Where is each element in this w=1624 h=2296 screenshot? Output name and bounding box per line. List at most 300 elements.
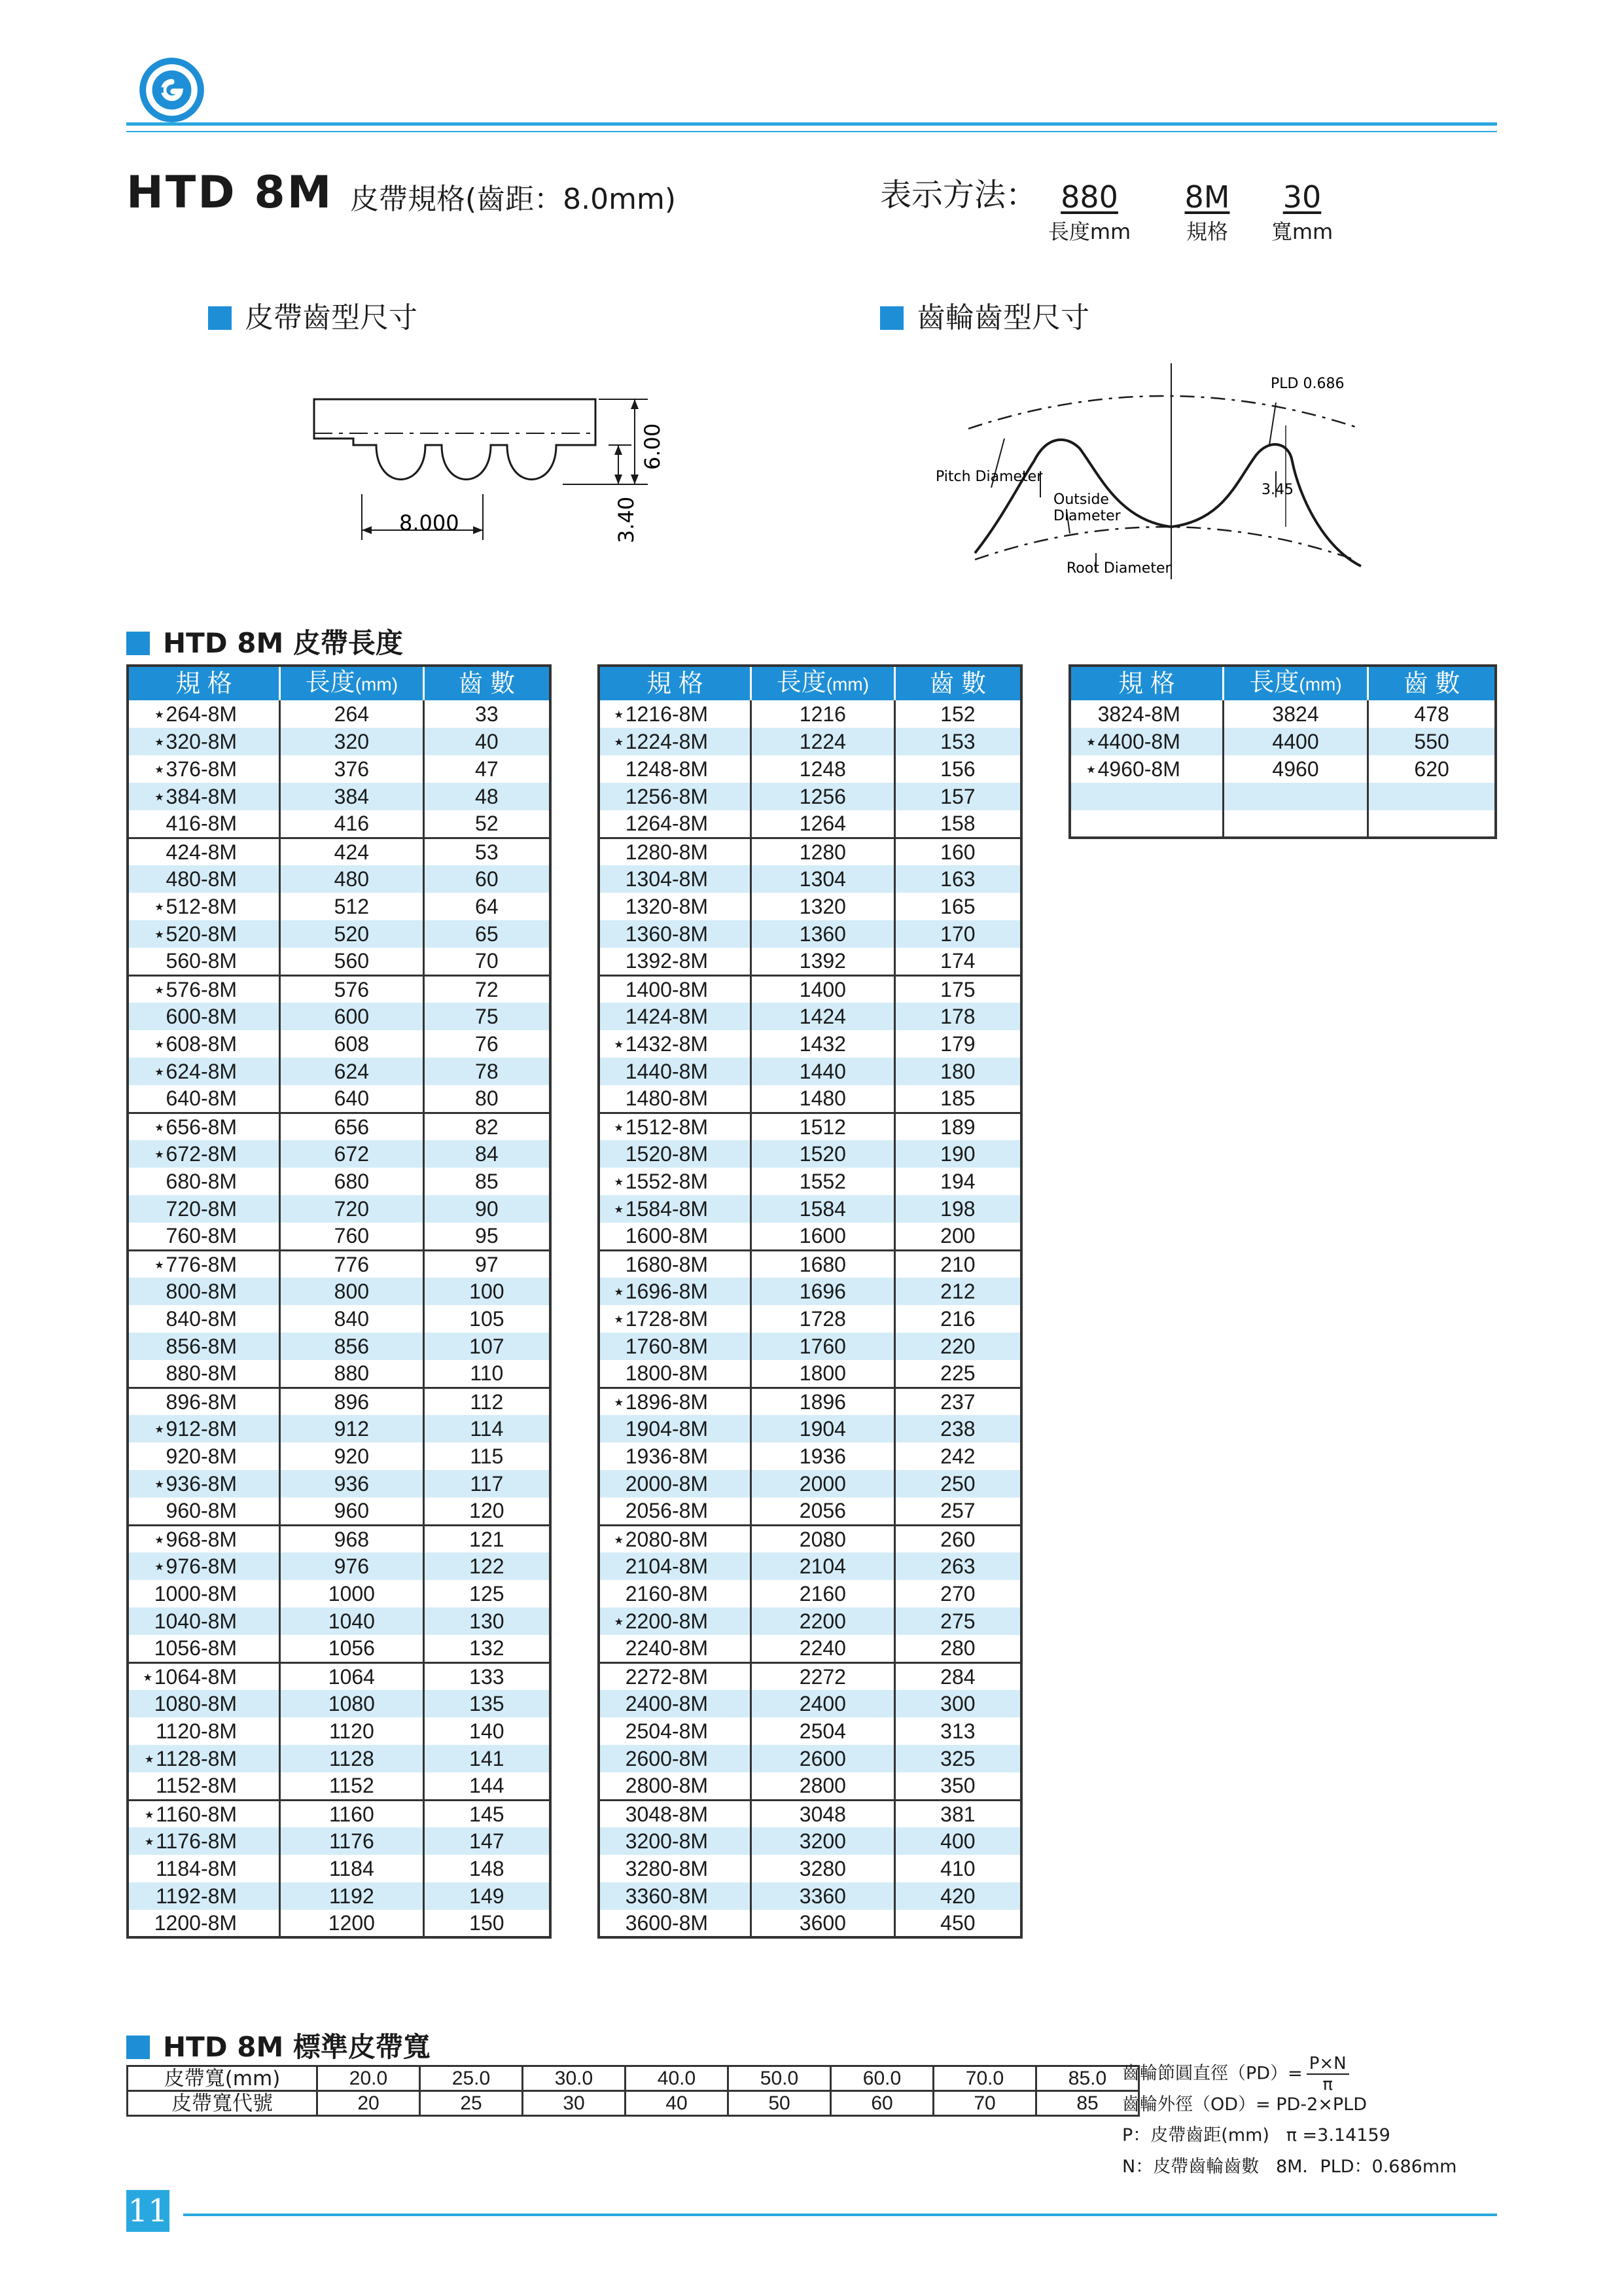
teeth-cell: 33 xyxy=(423,700,550,728)
belt-height-label: 6.00 xyxy=(640,423,665,470)
spec-cell: ⋆4400-8M xyxy=(1070,728,1223,755)
header-teeth: 齒 數 xyxy=(1368,666,1496,700)
spec-cell: 1400-8M xyxy=(599,975,751,1003)
spec-cell: 680-8M xyxy=(166,1170,238,1193)
table-row xyxy=(599,1003,1021,1030)
teeth-cell: 179 xyxy=(894,1030,1021,1058)
spec-cell: 800-8M xyxy=(128,1278,280,1305)
teeth-cell: 82 xyxy=(423,1113,550,1140)
table-row xyxy=(128,1552,550,1580)
length-cell: 1424 xyxy=(751,1003,895,1030)
spec-cell: 2400-8M xyxy=(599,1690,751,1717)
teeth-cell: 110 xyxy=(423,1360,550,1388)
table-row xyxy=(599,783,1021,810)
length-cell: 1128 xyxy=(280,1745,424,1772)
spec-cell: ⋆976-8M xyxy=(128,1552,280,1580)
length-cell: 1432 xyxy=(751,1030,895,1058)
teeth-cell: 85 xyxy=(423,1168,550,1195)
teeth-cell: 220 xyxy=(894,1333,1021,1360)
teeth-cell: 158 xyxy=(894,810,1021,838)
header-length: 長度(mm) xyxy=(280,666,424,700)
width-code-row xyxy=(128,2091,1139,2116)
teeth-cell: 156 xyxy=(894,755,1021,783)
length-cell: 856 xyxy=(280,1333,424,1360)
section-belt-length-label: HTD 8M 皮帶長度 xyxy=(163,627,403,659)
width-cell: 25.0 xyxy=(420,2066,523,2091)
header-teeth: 齒 數 xyxy=(423,666,550,700)
length-cell: 1400 xyxy=(751,975,895,1003)
length-cell: 672 xyxy=(280,1140,424,1168)
belt-pitch-label: 8.000 xyxy=(399,511,459,535)
table-row xyxy=(599,810,1021,838)
spec-cell: ⋆1552-8M xyxy=(612,1170,709,1193)
depth-label: 3.45 xyxy=(1262,482,1294,498)
repr-length-label: 長度mm xyxy=(1048,219,1131,244)
teeth-cell: 64 xyxy=(423,893,550,920)
teeth-cell: 225 xyxy=(894,1360,1021,1388)
spec-cell: 760-8M xyxy=(166,1224,238,1248)
repr-spec xyxy=(1171,178,1243,246)
outside-diameter-label-2: Diameter xyxy=(1053,508,1121,524)
length-cell: 3360 xyxy=(751,1882,895,1910)
spec-cell: 1192-8M xyxy=(128,1882,280,1910)
table-row xyxy=(599,838,1021,865)
spec-cell: 880-8M xyxy=(166,1361,238,1386)
length-cell: 800 xyxy=(280,1278,424,1305)
table-row xyxy=(599,1800,1021,1827)
teeth-cell: 174 xyxy=(894,948,1021,975)
teeth-cell: 284 xyxy=(894,1662,1021,1690)
teeth-cell: 180 xyxy=(894,1058,1021,1085)
table-row xyxy=(599,1745,1021,1772)
table-row xyxy=(599,1662,1021,1690)
spec-cell: ⋆672-8M xyxy=(128,1140,280,1168)
length-cell: 4960 xyxy=(1223,755,1368,783)
header-length-unit: (mm) xyxy=(355,674,398,694)
length-table-header xyxy=(128,666,550,700)
spec-cell: 3360-8M xyxy=(599,1882,751,1910)
length-cell: 720 xyxy=(280,1195,424,1223)
table-row xyxy=(599,1498,1021,1525)
teeth-cell: 450 xyxy=(894,1910,1021,1937)
table-row xyxy=(128,1498,550,1525)
length-cell: 1152 xyxy=(280,1772,424,1800)
length-cell: 576 xyxy=(280,975,424,1003)
table-row xyxy=(599,1195,1021,1223)
length-cell: 600 xyxy=(280,1003,424,1030)
teeth-cell: 150 xyxy=(423,1910,550,1937)
table-row xyxy=(128,1168,550,1195)
spec-cell: 3048-8M xyxy=(599,1800,751,1827)
formula-p-definition xyxy=(1122,2124,1390,2147)
length-cell: 1520 xyxy=(751,1140,895,1168)
length-table-1 xyxy=(126,664,552,1939)
length-cell: 896 xyxy=(280,1388,424,1415)
length-cell: 560 xyxy=(280,948,424,975)
table-row xyxy=(599,1305,1021,1333)
table-row xyxy=(128,865,550,893)
table-row xyxy=(599,1525,1021,1552)
length-cell: 776 xyxy=(280,1250,424,1278)
width-code-cell: 60 xyxy=(831,2091,934,2116)
teeth-cell: 105 xyxy=(423,1305,550,1333)
length-cell: 512 xyxy=(280,893,424,920)
table-row xyxy=(599,1635,1021,1662)
teeth-cell: 107 xyxy=(423,1333,550,1360)
length-cell: 1896 xyxy=(751,1388,895,1415)
header-rule-thin xyxy=(126,131,1497,132)
spec-cell: ⋆1432-8M xyxy=(612,1032,709,1056)
width-cell: 85.0 xyxy=(1036,2066,1139,2091)
table-row xyxy=(128,1085,550,1113)
teeth-cell: 242 xyxy=(894,1443,1021,1470)
header-length: 長度(mm) xyxy=(1223,666,1368,700)
teeth-cell: 153 xyxy=(894,728,1021,755)
section-belt-length xyxy=(126,625,403,662)
teeth-cell: 325 xyxy=(894,1745,1021,1772)
spec-cell: ⋆656-8M xyxy=(128,1113,280,1140)
teeth-cell: 160 xyxy=(894,838,1021,865)
teeth-cell: 381 xyxy=(894,1800,1021,1827)
spec-cell: 1904-8M xyxy=(599,1415,751,1443)
table-row xyxy=(599,1223,1021,1250)
table-row xyxy=(599,1552,1021,1580)
table-row xyxy=(128,1443,550,1470)
spec-cell: 640-8M xyxy=(166,1086,238,1111)
length-cell: 1552 xyxy=(751,1168,895,1195)
length-cell: 480 xyxy=(280,865,424,893)
length-cell: 2504 xyxy=(751,1717,895,1745)
table-row xyxy=(128,1388,550,1415)
spec-cell: 2600-8M xyxy=(599,1745,751,1772)
table-row xyxy=(599,893,1021,920)
spec-cell: 2504-8M xyxy=(625,1719,709,1743)
spec-cell: 1280-8M xyxy=(599,838,751,865)
teeth-cell: 97 xyxy=(423,1250,550,1278)
pitch-diameter-label: Pitch Diameter xyxy=(936,469,1043,485)
length-cell: 3048 xyxy=(751,1800,895,1827)
teeth-cell: 72 xyxy=(423,975,550,1003)
formula-pd-numerator: P×N xyxy=(1307,2054,1349,2075)
repr-spec-value: 8M xyxy=(1184,179,1230,215)
length-cell: 1056 xyxy=(280,1635,424,1662)
teeth-cell: 550 xyxy=(1368,728,1496,755)
table-row xyxy=(599,1607,1021,1635)
width-cell: 20.0 xyxy=(317,2066,420,2091)
spec-cell: ⋆608-8M xyxy=(152,1032,238,1056)
length-cell: 2800 xyxy=(751,1772,895,1800)
teeth-cell: 95 xyxy=(423,1223,550,1250)
table-row xyxy=(599,1910,1021,1937)
spec-cell: 720-8M xyxy=(128,1195,280,1223)
table-row xyxy=(128,1580,550,1607)
length-table-header xyxy=(599,666,1021,700)
spec-cell: ⋆2200-8M xyxy=(599,1607,751,1635)
length-cell: 840 xyxy=(280,1305,424,1333)
teeth-cell: 257 xyxy=(894,1498,1021,1525)
spec-cell: 1680-8M xyxy=(599,1250,751,1278)
formula-n-definition xyxy=(1122,2155,1456,2179)
spec-cell: 1936-8M xyxy=(625,1444,709,1468)
spec-cell: 3600-8M xyxy=(625,1911,709,1935)
teeth-cell: 90 xyxy=(423,1195,550,1223)
length-cell: 2056 xyxy=(751,1498,895,1525)
spec-cell: 3200-8M xyxy=(599,1827,751,1855)
table-row xyxy=(128,1305,550,1333)
length-cell: 2080 xyxy=(751,1525,895,1552)
table-row xyxy=(128,1662,550,1690)
spec-cell: 1800-8M xyxy=(625,1361,709,1386)
spec-cell: 1248-8M xyxy=(625,757,709,781)
teeth-cell: 400 xyxy=(894,1827,1021,1855)
spec-cell: 1264-8M xyxy=(625,812,709,836)
teeth-cell: 157 xyxy=(894,783,1021,810)
belt-tooth-height-label: 3.40 xyxy=(614,496,639,543)
teeth-cell: 100 xyxy=(423,1278,550,1305)
spec-cell: ⋆1176-8M xyxy=(128,1827,280,1855)
teeth-cell: 80 xyxy=(423,1085,550,1113)
length-table-header xyxy=(1070,666,1496,700)
teeth-cell: 144 xyxy=(423,1772,550,1800)
formula-od: 齒輪外徑（OD）= PD-2×PLD xyxy=(1122,2094,1367,2115)
table-row xyxy=(128,1195,550,1223)
length-cell: 1080 xyxy=(280,1690,424,1717)
teeth-cell: 121 xyxy=(423,1525,550,1552)
table-row xyxy=(128,783,550,810)
teeth-cell: 141 xyxy=(423,1745,550,1772)
spec-cell: 1040-8M xyxy=(128,1607,280,1635)
spec-cell: ⋆2080-8M xyxy=(599,1525,751,1552)
width-code-cell: 20 xyxy=(317,2091,420,2116)
length-cell: 1760 xyxy=(751,1333,895,1360)
section-bullet-icon xyxy=(880,306,904,330)
teeth-cell: 210 xyxy=(894,1250,1021,1278)
teeth-cell: 263 xyxy=(894,1552,1021,1580)
teeth-cell: 410 xyxy=(894,1855,1021,1882)
spec-cell: 960-8M xyxy=(166,1499,238,1523)
spec-cell: 1120-8M xyxy=(156,1719,238,1743)
spec-cell: 1760-8M xyxy=(599,1333,751,1360)
table-row xyxy=(599,1030,1021,1058)
length-cell: 1320 xyxy=(751,893,895,920)
length-cell: 1600 xyxy=(751,1223,895,1250)
length-cell: 1264 xyxy=(751,810,895,838)
table-row xyxy=(599,1360,1021,1388)
teeth-cell: 198 xyxy=(894,1195,1021,1223)
length-cell: 624 xyxy=(280,1058,424,1085)
length-cell: 1512 xyxy=(751,1113,895,1140)
spec-cell: 2056-8M xyxy=(625,1499,709,1523)
width-code-cell: 50 xyxy=(728,2091,831,2116)
teeth-cell: 47 xyxy=(423,755,550,783)
length-cell: 960 xyxy=(280,1498,424,1525)
spec-cell: 480-8M xyxy=(128,865,280,893)
repr-spec-label: 規格 xyxy=(1186,219,1228,244)
table-row xyxy=(128,1827,550,1855)
width-code-row-label: 皮帶寬代號 xyxy=(128,2091,317,2116)
table-row xyxy=(128,1882,550,1910)
spec-cell: 2000-8M xyxy=(599,1470,751,1498)
length-cell: 880 xyxy=(280,1360,424,1388)
formula-pld-def: 8M．PLD：0.686mm xyxy=(1275,2157,1457,2177)
header-length: 長度(mm) xyxy=(751,666,895,700)
spec-cell: 1152-8M xyxy=(156,1774,238,1798)
length-cell xyxy=(1223,783,1368,810)
table-row xyxy=(128,1250,550,1278)
repr-width xyxy=(1263,178,1341,246)
length-cell: 1120 xyxy=(280,1717,424,1745)
length-cell: 264 xyxy=(280,700,424,728)
length-cell: 4400 xyxy=(1223,728,1368,755)
table-row xyxy=(1070,755,1496,783)
table-row xyxy=(128,1058,550,1085)
teeth-cell: 313 xyxy=(894,1717,1021,1745)
length-cell: 1800 xyxy=(751,1360,895,1388)
length-cell: 1216 xyxy=(751,700,895,728)
teeth-cell: 200 xyxy=(894,1223,1021,1250)
table-row xyxy=(128,810,550,838)
teeth-cell: 135 xyxy=(423,1690,550,1717)
teeth-cell: 122 xyxy=(423,1552,550,1580)
spec-cell: ⋆624-8M xyxy=(128,1058,280,1085)
table-row xyxy=(128,1635,550,1662)
spec-cell: ⋆1128-8M xyxy=(128,1745,280,1772)
teeth-cell: 420 xyxy=(894,1882,1021,1910)
table-row xyxy=(128,838,550,865)
spec-cell: 896-8M xyxy=(128,1388,280,1415)
teeth-cell: 194 xyxy=(894,1168,1021,1195)
root-diameter-label: Root Diameter xyxy=(1067,560,1171,577)
spec-cell: ⋆384-8M xyxy=(128,783,280,810)
teeth-cell xyxy=(1368,783,1496,810)
length-cell: 1000 xyxy=(280,1580,424,1607)
teeth-cell: 152 xyxy=(894,700,1021,728)
table-row xyxy=(128,1855,550,1882)
length-cell: 320 xyxy=(280,728,424,755)
pulley-profile-diagram xyxy=(929,363,1400,586)
spec-cell: ⋆1512-8M xyxy=(599,1113,751,1140)
teeth-cell: 189 xyxy=(894,1113,1021,1140)
length-cell: 1200 xyxy=(280,1910,424,1937)
length-cell: 520 xyxy=(280,920,424,948)
footer-rule xyxy=(183,2214,1497,2216)
teeth-cell: 75 xyxy=(423,1003,550,1030)
length-cell: 2240 xyxy=(751,1635,895,1662)
spec-cell: 1440-8M xyxy=(599,1058,751,1085)
teeth-cell: 350 xyxy=(894,1772,1021,1800)
header-spec: 規 格 xyxy=(128,666,280,700)
table-row xyxy=(599,948,1021,975)
teeth-cell: 78 xyxy=(423,1058,550,1085)
teeth-cell xyxy=(1368,810,1496,838)
teeth-cell: 300 xyxy=(894,1690,1021,1717)
table-row xyxy=(599,1058,1021,1085)
length-cell: 1304 xyxy=(751,865,895,893)
spec-cell: 1200-8M xyxy=(154,1911,238,1935)
teeth-cell: 115 xyxy=(423,1443,550,1470)
width-code-cell: 30 xyxy=(523,2091,626,2116)
length-cell: 976 xyxy=(280,1552,424,1580)
length-cell: 2104 xyxy=(751,1552,895,1580)
table-row xyxy=(128,1910,550,1937)
length-cell: 1192 xyxy=(280,1882,424,1910)
table-row xyxy=(599,1113,1021,1140)
length-cell: 920 xyxy=(280,1443,424,1470)
section-bullet-icon xyxy=(126,2036,150,2059)
repr-length-value: 880 xyxy=(1061,179,1118,215)
teeth-cell: 52 xyxy=(423,810,550,838)
spec-cell: 2272-8M xyxy=(599,1662,751,1690)
spec-cell: 3280-8M xyxy=(625,1857,709,1880)
table-row xyxy=(128,920,550,948)
header-length-unit: (mm) xyxy=(1299,674,1342,694)
teeth-cell: 76 xyxy=(423,1030,550,1058)
width-row-label: 皮帶寬(mm) xyxy=(128,2066,317,2091)
spec-cell: ⋆376-8M xyxy=(152,757,238,781)
table-row xyxy=(128,1278,550,1305)
spec-cell: 856-8M xyxy=(128,1333,280,1360)
header-spec: 規 格 xyxy=(599,666,751,700)
spec-cell: 1000-8M xyxy=(154,1582,238,1605)
table-row xyxy=(128,948,550,975)
table-row xyxy=(1070,728,1496,755)
teeth-cell: 165 xyxy=(894,893,1021,920)
length-cell: 2000 xyxy=(751,1470,895,1498)
length-cell: 1256 xyxy=(751,783,895,810)
spec-cell xyxy=(1070,810,1223,838)
table-row xyxy=(599,1085,1021,1113)
length-cell: 1224 xyxy=(751,728,895,755)
length-cell: 1728 xyxy=(751,1305,895,1333)
length-cell: 1696 xyxy=(751,1278,895,1305)
width-code-cell: 40 xyxy=(626,2091,728,2116)
header-length-unit: (mm) xyxy=(826,674,870,694)
teeth-cell: 212 xyxy=(894,1278,1021,1305)
length-cell: 416 xyxy=(280,810,424,838)
spec-cell: 1480-8M xyxy=(625,1086,709,1111)
length-cell: 1160 xyxy=(280,1800,424,1827)
section-pulley-profile xyxy=(880,300,1089,336)
table-row xyxy=(599,1772,1021,1800)
teeth-cell: 260 xyxy=(894,1525,1021,1552)
spec-cell: 1424-8M xyxy=(599,1003,751,1030)
spec-cell xyxy=(1070,783,1223,810)
table-row xyxy=(128,1525,550,1552)
table-row xyxy=(599,1443,1021,1470)
length-cell: 3280 xyxy=(751,1855,895,1882)
length-cell: 2160 xyxy=(751,1580,895,1607)
teeth-cell: 147 xyxy=(423,1827,550,1855)
table-row xyxy=(1070,700,1496,728)
teeth-cell: 112 xyxy=(423,1388,550,1415)
spec-cell: ⋆1224-8M xyxy=(599,728,751,755)
length-cell: 640 xyxy=(280,1085,424,1113)
teeth-cell: 70 xyxy=(423,948,550,975)
table-row xyxy=(128,893,550,920)
section-pulley-profile-label: 齒輪齒型尺寸 xyxy=(917,301,1089,334)
length-cell: 608 xyxy=(280,1030,424,1058)
teeth-cell: 84 xyxy=(423,1140,550,1168)
teeth-cell: 238 xyxy=(894,1415,1021,1443)
spec-cell: ⋆1584-8M xyxy=(599,1195,751,1223)
header-spec: 規 格 xyxy=(1070,666,1223,700)
spec-cell: 1304-8M xyxy=(599,865,751,893)
section-bullet-icon xyxy=(208,306,232,330)
length-cell: 1064 xyxy=(280,1662,424,1690)
spec-cell: ⋆968-8M xyxy=(128,1525,280,1552)
section-bullet-icon xyxy=(126,632,150,655)
header-teeth: 齒 數 xyxy=(894,666,1021,700)
